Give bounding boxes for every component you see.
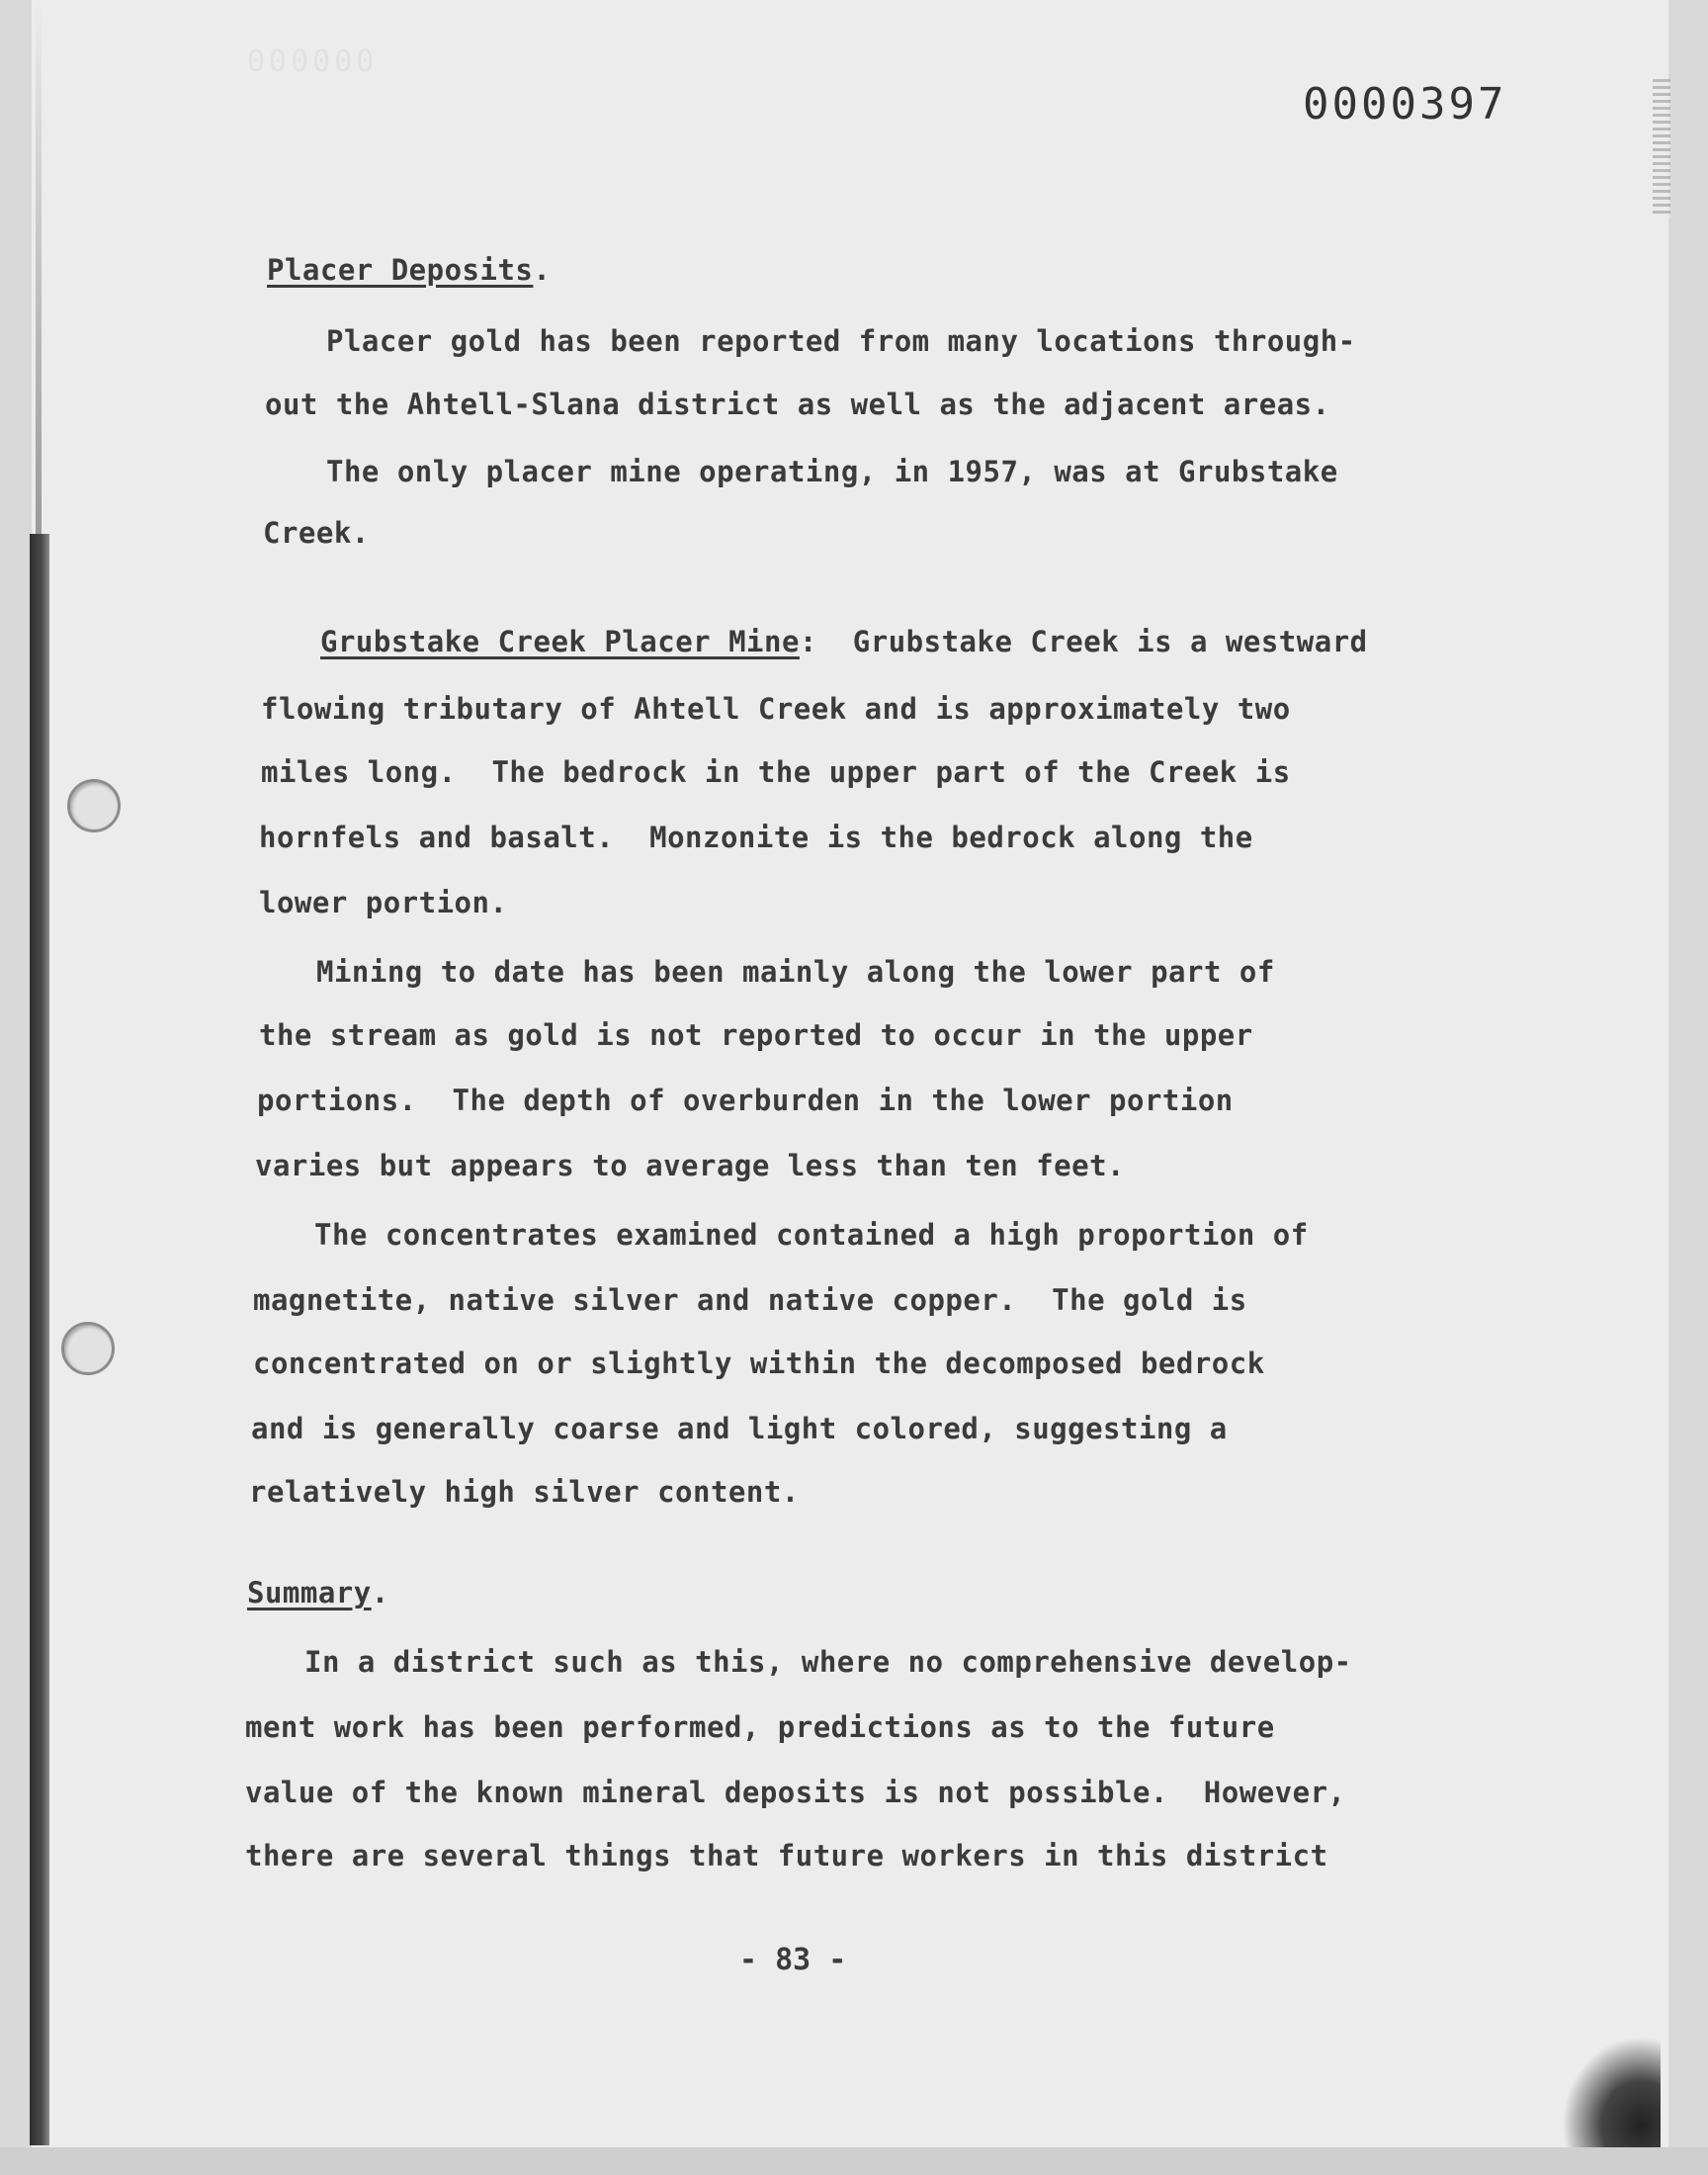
heading-placer-deposits bbox=[267, 253, 551, 287]
heading-tail: . bbox=[533, 253, 552, 287]
document-number: 0000397 bbox=[1303, 79, 1507, 130]
text-line: In a district such as this, where no comprehensive develop- bbox=[304, 1645, 1352, 1679]
punch-hole-upper bbox=[67, 779, 121, 832]
text-line: magnetite, native silver and native copper. The gold is bbox=[253, 1283, 1247, 1317]
text-line: The only placer mine operating, in 1957, was at Grubstake bbox=[326, 455, 1338, 488]
text-line: relatively high silver content. bbox=[249, 1475, 800, 1509]
text-line: The concentrates examined contained a high proportion of bbox=[314, 1218, 1309, 1252]
heading-text: Placer Deposits bbox=[267, 253, 534, 287]
text-line: out the Ahtell-Slana district as well as the adjacent areas. bbox=[265, 388, 1330, 421]
text-line: Placer gold has been reported from many locations through- bbox=[326, 324, 1356, 358]
text-line: lower portion. bbox=[259, 886, 508, 919]
text-line: value of the known mineral deposits is not possible. However, bbox=[245, 1776, 1346, 1809]
heading-tail: . bbox=[371, 1576, 389, 1610]
text-line: portions. The depth of overburden in the lower portion bbox=[257, 1084, 1234, 1117]
heading-tail: : Grubstake Creek is a westward bbox=[799, 625, 1368, 658]
heading-grubstake-creek bbox=[320, 625, 1368, 658]
text-line: ment work has been performed, predictions as to the future bbox=[245, 1710, 1275, 1744]
text-line: miles long. The bedrock in the upper part of the Creek is bbox=[261, 755, 1291, 789]
heading-summary bbox=[247, 1576, 389, 1610]
text-line: concentrated on or slightly within the decomposed bedrock bbox=[253, 1347, 1265, 1380]
text-line: hornfels and basalt. Monzonite is the bedrock along the bbox=[259, 821, 1253, 854]
text-line: and is generally coarse and light colored, suggesting a bbox=[251, 1412, 1228, 1445]
ghost-number: 000000 bbox=[247, 44, 379, 79]
text-line: varies but appears to average less than ten feet. bbox=[255, 1149, 1126, 1182]
binding-shadow-top bbox=[36, 0, 42, 534]
text-line: Creek. bbox=[263, 516, 370, 550]
text-line: flowing tributary of Ahtell Creek and is approximately two bbox=[261, 692, 1291, 726]
text-line: Mining to date has been mainly along the lower part of bbox=[316, 955, 1275, 989]
bottom-margin-shadow bbox=[0, 2147, 1708, 2175]
scan-smudge-right bbox=[1653, 79, 1670, 218]
page-number: - 83 - bbox=[739, 1943, 847, 1977]
text-line: the stream as gold is not reported to occur in the upper bbox=[259, 1018, 1253, 1052]
heading-text: Summary bbox=[247, 1576, 372, 1610]
heading-text: Grubstake Creek Placer Mine bbox=[320, 625, 800, 658]
punch-hole-lower bbox=[61, 1322, 115, 1375]
binding-shadow bbox=[30, 534, 49, 2145]
document-sheet bbox=[32, 0, 1668, 2153]
text-line: there are several things that future workers in this district bbox=[245, 1839, 1328, 1872]
scan-smudge-corner bbox=[1562, 2037, 1661, 2147]
